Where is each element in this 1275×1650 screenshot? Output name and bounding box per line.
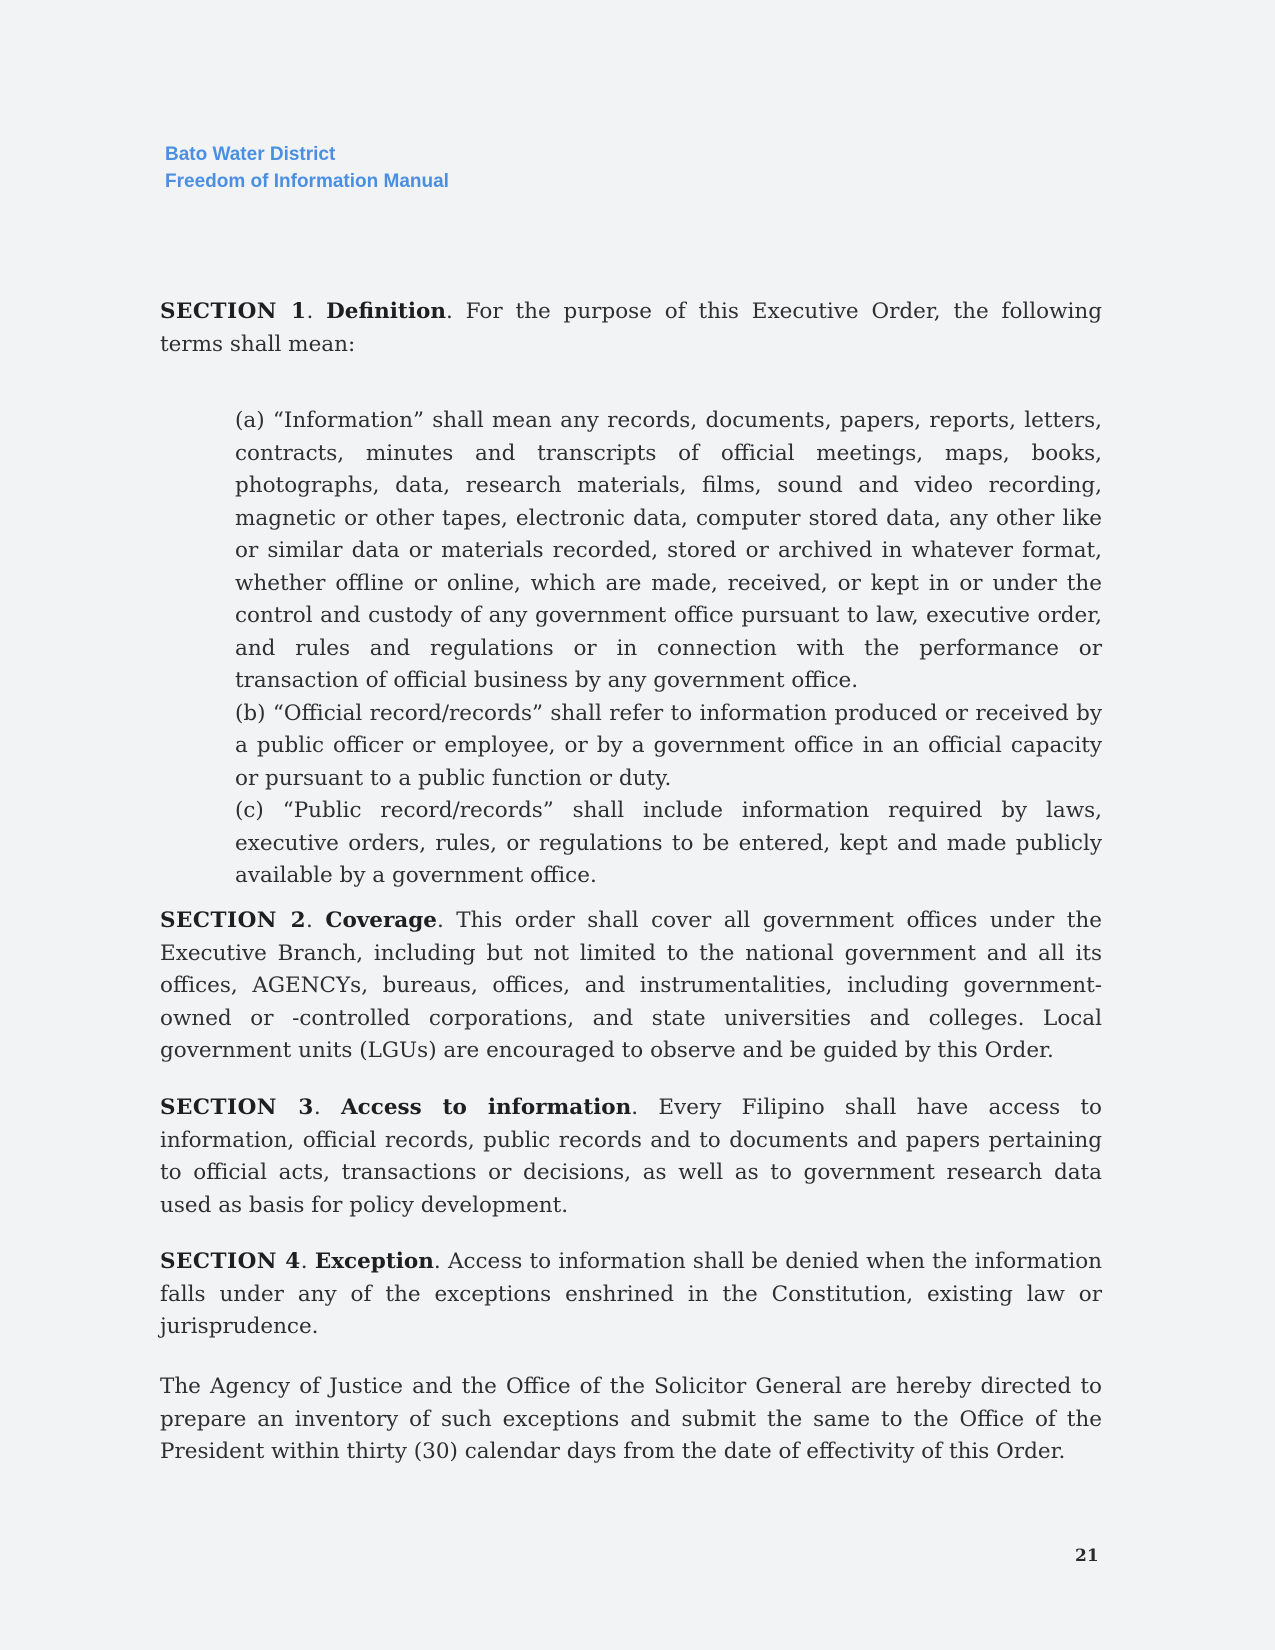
section-1-paragraph: SECTION 1. Definition. For the purpose of this Executive Order, the following terms shall mean: xyxy=(160,299,1103,357)
page-number: 21 xyxy=(1075,1546,1099,1566)
section-2 xyxy=(160,905,1102,1068)
section-4-label: SECTION 4 xyxy=(160,1249,301,1274)
section-4-text: Access to information shall be denied when the information falls under any of the exceptions enshrined in the Constitution, existing law or jurisprudence. xyxy=(160,1249,1102,1339)
definition-item-c: (c) “Public record/records” shall include information required by laws, executive orders, rules, or regulations to be entered, kept and made publicly available by a government office. xyxy=(235,798,1102,888)
closing-text: The Agency of Justice and the Office of the Solicitor General are hereby directed to prepare an inventory of such exceptions and submit the same to the Office of the President within thirty (30) calendar days from the date of effectivity of this Order. xyxy=(160,1374,1102,1464)
section-3-paragraph: SECTION 3. Access to information. Every Filipino shall have access to information, official records, public records and to documents and papers pertaining to official acts, transactions or decisions, as well as to government research data used as basis for policy development. xyxy=(160,1095,1102,1218)
section-1-title: Definition xyxy=(326,299,446,324)
section-3-title: Access to information xyxy=(340,1095,632,1120)
section-3-text: Every Filipino shall have access to information, official records, public records and to documents and papers pertaining to official acts, transactions or decisions, as well as to government research data used as basis for policy development. xyxy=(160,1095,1102,1218)
section-2-text: This order shall cover all government offices under the Executive Branch, including but not limited to the national government and all its offices, AGENCYs, bureaus, offices, and instrumentalities, including government-owned or -controlled corporations, and state universities and colleges. Local government units (LGUs) are encouraged to observe and be guided by this Order. xyxy=(160,908,1102,1063)
header-manual-title: Freedom of Information Manual xyxy=(165,171,449,192)
closing-paragraph xyxy=(160,1371,1102,1469)
section-3 xyxy=(160,1092,1102,1222)
section-3-label: SECTION 3 xyxy=(160,1095,314,1120)
definition-item-a: (a) “Information” shall mean any records, documents, papers, reports, letters, contracts, minutes and transcripts of official meetings, maps, books, photographs, data, research materials, films, sound and video recording, magnetic or other tapes, electronic data, computer stored data, any other like or similar data or materials recorded, stored or archived in whatever format, whether offline or online, which are made, received, or kept in or under the control and custody of any government office pursuant to law, executive order, and rules and regulations or in connection with the performance or transaction of official business by any government office. xyxy=(235,408,1102,693)
section-2-title: Coverage xyxy=(325,908,437,933)
section-1 xyxy=(160,296,1102,361)
section-1-label: SECTION 1 xyxy=(160,299,307,324)
section-4-title: Exception xyxy=(314,1249,434,1274)
document-header xyxy=(165,141,449,195)
section-4-paragraph: SECTION 4. Exception. Access to information shall be denied when the information falls under any of the exceptions enshrined in the Constitution, existing law or jurisprudence. xyxy=(160,1249,1102,1339)
section-4 xyxy=(160,1246,1102,1344)
section-1-text: For the purpose of this Executive Order, the following terms shall mean: xyxy=(160,299,1103,357)
section-2-label: SECTION 2 xyxy=(160,908,307,933)
section-2-paragraph: SECTION 2. Coverage. This order shall cover all government offices under the Executive Branch, including but not limited to the national government and all its offices, AGENCYs, bureaus, offices, and instrumentalities, including government-owned or -controlled corporations, and state universities and colleges. Local government units (LGUs) are encouraged to observe and be guided by this Order. xyxy=(160,908,1102,1063)
section-1-definitions xyxy=(235,405,1102,893)
header-organization: Bato Water District xyxy=(165,144,336,165)
definition-item-b: (b) “Official record/records” shall refer to information produced or received by a public officer or employee, or by a government office in an official capacity or pursuant to a public function or duty. xyxy=(235,700,1102,791)
